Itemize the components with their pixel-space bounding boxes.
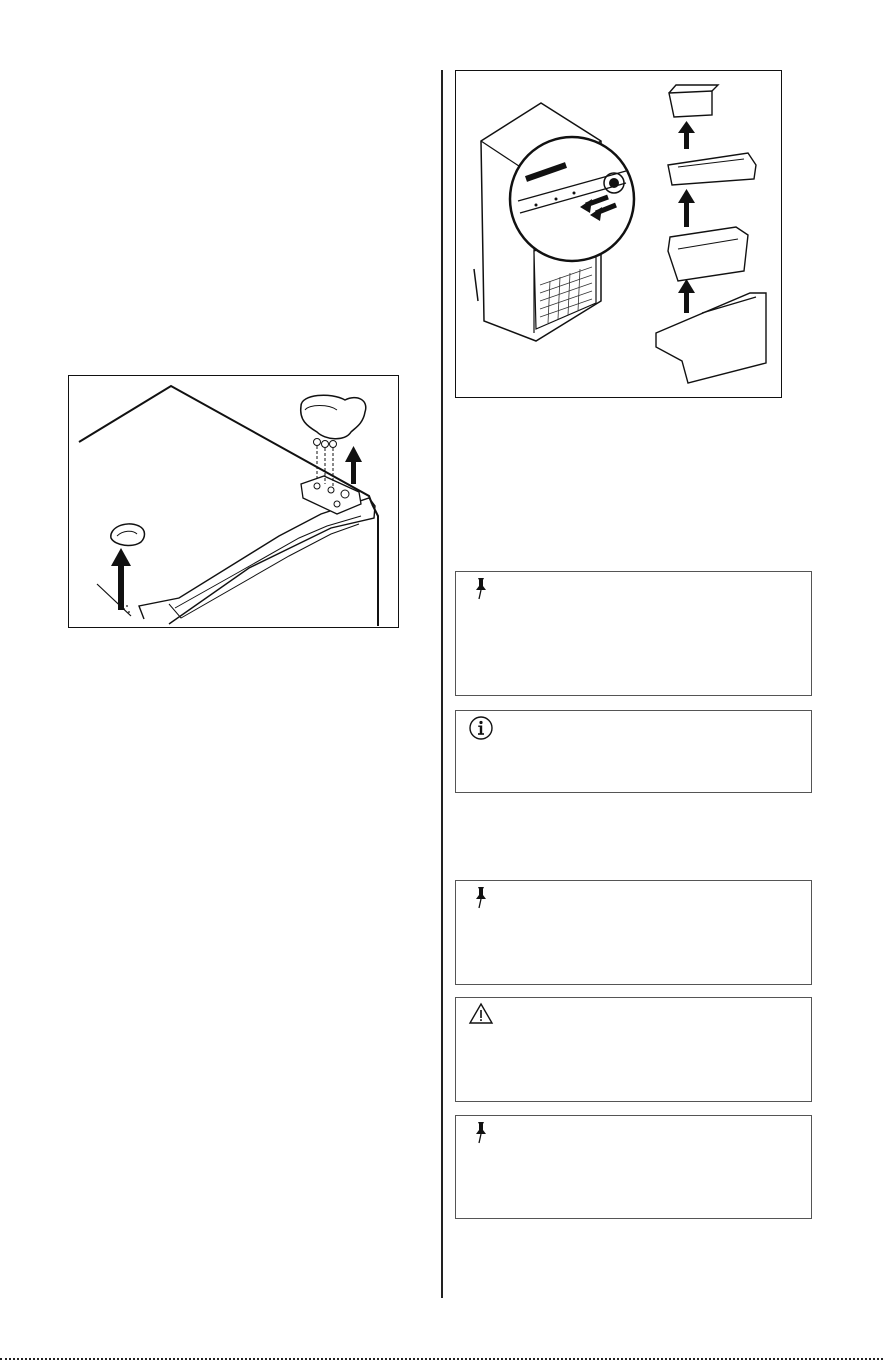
note-box-info	[455, 710, 812, 793]
pushpin-icon	[472, 576, 490, 600]
note-box-warning	[455, 997, 812, 1102]
hinge-cover-removal-figure	[68, 375, 399, 628]
info-icon	[468, 715, 494, 741]
drawer-removal-figure	[455, 70, 782, 398]
fridge-interior-illustration	[456, 71, 783, 399]
note-box-tip-1	[455, 571, 812, 696]
column-divider	[441, 70, 443, 1298]
pushpin-icon	[472, 885, 490, 909]
pushpin-icon	[472, 1120, 490, 1144]
warning-icon	[468, 1002, 494, 1026]
page-trim-marks	[0, 1358, 883, 1364]
appliance-top-illustration	[69, 376, 400, 629]
note-box-tip-2	[455, 880, 812, 985]
note-box-tip-3	[455, 1115, 812, 1219]
